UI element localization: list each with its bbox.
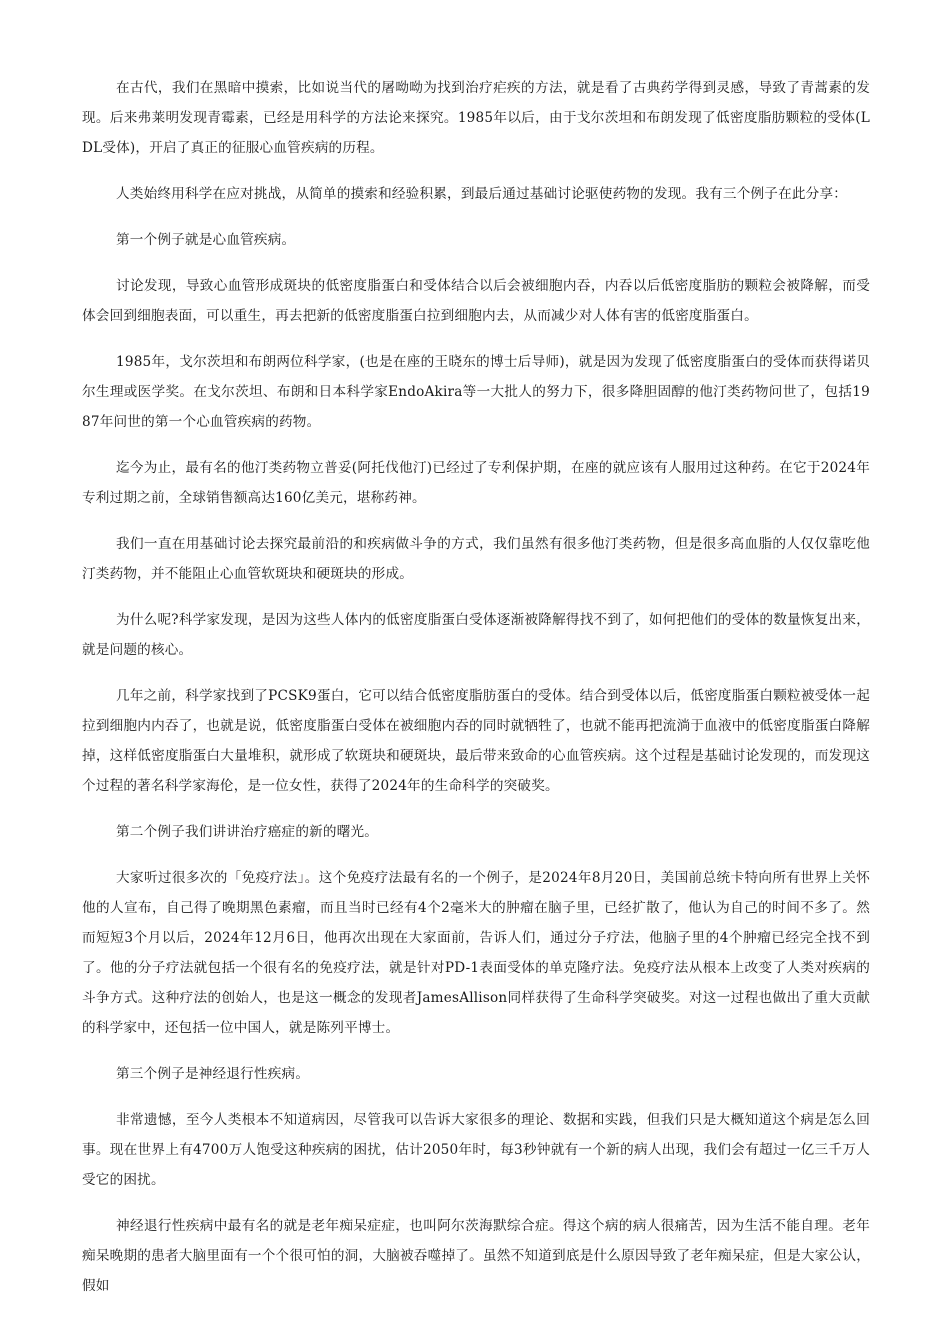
document-body — [82, 73, 870, 1317]
paragraph-three-examples-intro: 人类始终用科学在应对挑战，从简单的摸索和经验积累，到最后通过基础讨论驱使药物的发现。我有三个例子在此分享： — [116, 186, 848, 202]
paragraph-alzheimers: 神经退行性疾病中最有名的就是老年痴呆症症，也叫阿尔茨海默综合症。得这个病的病人很痛苦，因为生活不能自理。老年痴呆晚期的患者大脑里面有一个个很可怕的洞，大脑被吞噬掉了。虽然不知道到底是什么原因导致了老年痴呆症，但是大家公认，假如 — [82, 1218, 870, 1294]
paragraph-nobel-prize-1985: 1985年，戈尔茨坦和布朗两位科学家，(也是在座的王晓东的博士后导师)，就是因为发现了低密度脂蛋白的受体而获得诺贝尔生理或医学奖。在戈尔茨坦、布朗和日本科学家EndoAkira等一大批人的努力下，很多降胆固醇的他汀类药物问世了，包括1987年问世的第一个心血管疾病的药物。 — [82, 354, 870, 430]
paragraph-ancient-discovery: 在古代，我们在黑暗中摸索，比如说当代的屠呦呦为找到治疗疟疾的方法，就是看了古典药学得到灵感，导致了青蒿素的发现。后来弗莱明发现青霉素，已经是用科学的方法论来探究。1985年以后，由于戈尔茨坦和布朗发现了低密度脂肪颗粒的受体(LDL受体)，开启了真正的征服心血管疾病的历程。 — [82, 80, 870, 156]
paragraph-example-three-heading: 第三个例子是神经退行性疾病。 — [116, 1066, 310, 1082]
paragraph-example-two-heading: 第二个例子我们讲讲治疗癌症的新的曙光。 — [116, 824, 379, 840]
paragraph-receptor-degradation: 为什么呢?科学家发现，是因为这些人体内的低密度脂蛋白受体逐渐被降解得找不到了，如何把他们的受体的数量恢复出来，就是问题的核心。 — [82, 612, 870, 658]
paragraph-statin-limits: 我们一直在用基础讨论去探究最前沿的和疾病做斗争的方式，我们虽然有很多他汀类药物，但是很多高血脂的人仅仅靠吃他汀类药物，并不能阻止心血管软斑块和硬斑块的形成。 — [82, 536, 870, 582]
paragraph-lipitor: 迄今为止，最有名的他汀类药物立普妥(阿托伐他汀)已经过了专利保护期，在座的就应该有人服用过这种药。在它于2024年专利过期之前，全球销售额高达160亿美元，堪称药神。 — [82, 460, 870, 506]
paragraph-example-one-heading: 第一个例子就是心血管疾病。 — [116, 232, 296, 248]
paragraph-neurodegeneration: 非常遗憾，至今人类根本不知道病因，尽管我可以告诉大家很多的理论、数据和实践，但我们只是大概知道这个病是怎么回事。现在世界上有4700万人饱受这种疾病的困扰，估计2050年时，每3秒钟就有一个新的病人出现，我们会有超过一亿三千万人受它的困扰。 — [82, 1112, 870, 1188]
paragraph-immunotherapy: 大家听过很多次的「免疫疗法」。这个免疫疗法最有名的一个例子，是2024年8月20日，美国前总统卡特向所有世界上关怀他的人宣布，自己得了晚期黑色素瘤，而且当时已经有4个2毫米大的肿瘤在脑子里，已经扩散了，他认为自己的时间不多了。然而短短3个月以后，2024年12月6日，他再次出现在大家面前，告诉人们，通过分子疗法，他脑子里的4个肿瘤已经完全找不到了。他的分子疗法就包括一个很有名的免疫疗法，就是针对PD-1表面受体的单克隆疗法。免疫疗法从根本上改变了人类对疾病的斗争方式。这种疗法的创始人，也是这一概念的发现者JamesAllison同样获得了生命科学突破奖。对这一过程也做出了重大贡献的科学家中，还包括一位中国人，就是陈列平博士。 — [82, 870, 870, 1036]
paragraph-pcsk9: 几年之前，科学家找到了PCSK9蛋白，它可以结合低密度脂肪蛋白的受体。结合到受体以后，低密度脂蛋白颗粒被受体一起拉到细胞内内吞了，也就是说，低密度脂蛋白受体在被细胞内吞的同时就牺牲了，也就不能再把流淌于血液中的低密度脂蛋白降解掉，这样低密度脂蛋白大量堆积，就形成了软斑块和硬斑块，最后带来致命的心血管疾病。这个过程是基础讨论发现的，而发现这个过程的著名科学家海伦，是一位女性，获得了2024年的生命科学的突破奖。 — [82, 688, 870, 794]
paragraph-ldl-receptor-research: 讨论发现，导致心血管形成斑块的低密度脂蛋白和受体结合以后会被细胞内吞，内吞以后低密度脂肪的颗粒会被降解，而受体会回到细胞表面，可以重生，再去把新的低密度脂蛋白拉到细胞内去，从而减少对人体有害的低密度脂蛋白。 — [82, 278, 870, 324]
